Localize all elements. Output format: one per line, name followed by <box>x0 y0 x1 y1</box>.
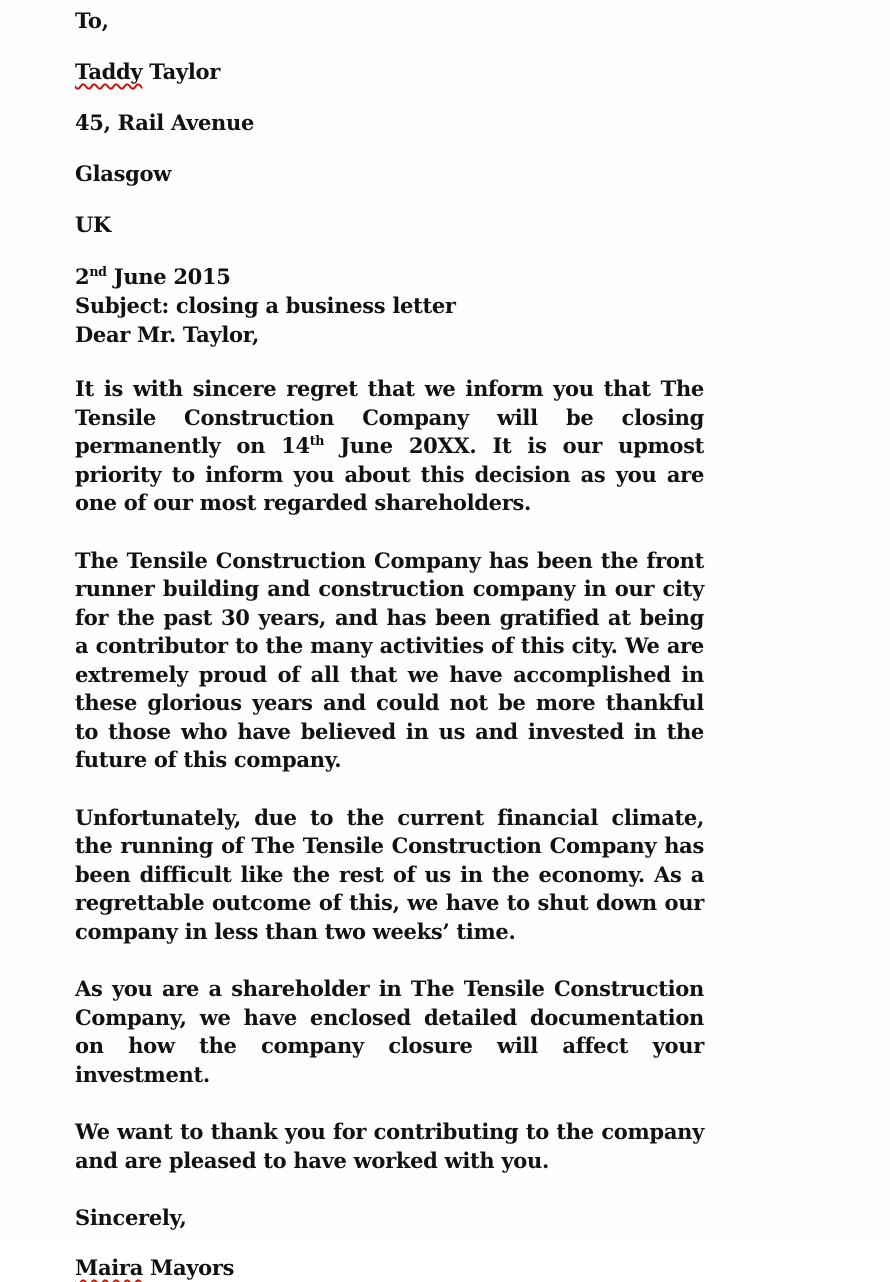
date-ordinal-suffix: nd <box>89 264 107 279</box>
paragraph-1-ordinal-suffix: th <box>309 433 325 448</box>
date-rest: June 2015 <box>106 264 231 289</box>
paragraph-3: Unfortunately, due to the current financial climate, the running of The Tensile Construction Company has been difficult like the rest of us in the economy. As a regrettable outcome of this, we have to shut down our company in less than two weeks’ time. <box>75 804 704 944</box>
paragraph-4: As you are a shareholder in The Tensile Construction Company, we have enclosed detailed documentation on how the company closure will affect your investment. <box>75 976 704 1087</box>
recipient-to-line: To, <box>75 8 109 33</box>
recipient-last-name: Taylor <box>142 59 220 84</box>
closing-line: Sincerely, <box>75 1205 187 1230</box>
closing-block <box>75 1204 704 1282</box>
recipient-street-line: 45, Rail Avenue <box>75 110 255 135</box>
paragraph-1-after: June 20XX. It is our upmost priority to inform you about this decision as you are one of our most regarded shareholders. <box>75 433 704 515</box>
signature-last-name: Mayors <box>143 1255 235 1280</box>
subject-line: Subject: closing a business letter <box>75 293 456 318</box>
recipient-country-line: UK <box>75 212 111 237</box>
date-day: 2 <box>75 264 90 289</box>
misspelled-first-name: Taddy <box>75 59 143 84</box>
paragraph-5: We want to thank you for contributing to the company and are pleased to have worked with you. <box>75 1119 704 1173</box>
signature-line <box>75 1254 704 1282</box>
recipient-name-line <box>75 58 704 86</box>
letter-meta-block <box>75 262 704 349</box>
recipient-city-line: Glasgow <box>75 161 172 186</box>
salutation-line: Dear Mr. Taylor, <box>75 322 260 347</box>
paragraph-1-before: It is with sincere regret that we inform you that The Tensile Construction Company will be closing permanently on 14 <box>75 376 704 458</box>
paragraph-1 <box>75 375 704 518</box>
letter-body <box>75 375 704 1175</box>
paragraph-2: The Tensile Construction Company has been the front runner building and construction company in our city for the past 30 years, and has been gratified at being a contributor to the many activities of this city. We are extremely proud of all that we have accomplished in these glorious years and could not be more thankful to those who have believed in us and invested in the future of this company. <box>75 547 704 772</box>
recipient-block <box>75 7 704 239</box>
date-line <box>75 262 704 291</box>
misspelled-signature-first-name: Maira <box>75 1255 144 1280</box>
